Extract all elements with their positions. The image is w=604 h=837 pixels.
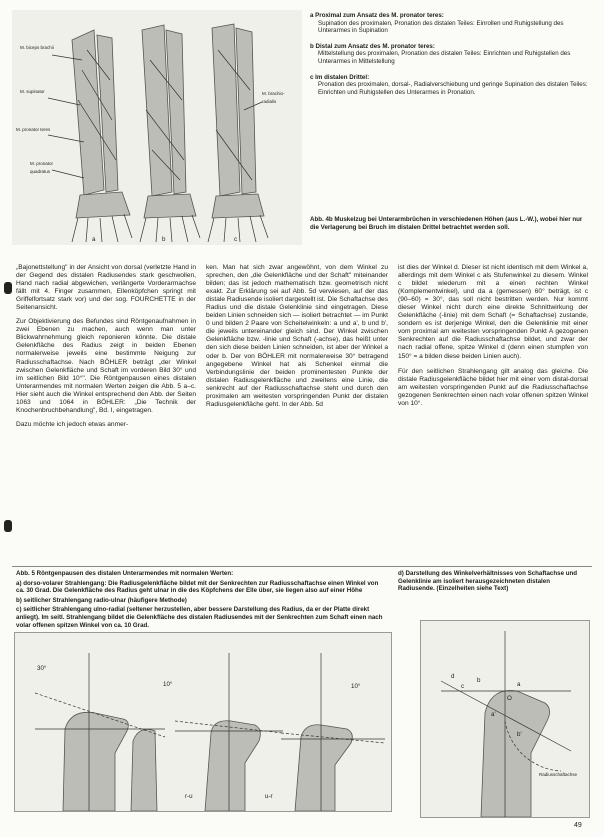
label-supinator: M. supinator: [20, 89, 45, 94]
col1-paragraph-1: „Bajonettstellung" in der Ansicht von dorsal (verletzte Hand in der Gegend des distalen Radiusendes stark geschwollen, Hand nach radial abgewichen, verlängerte Vorderarmachse fällt mit 4. Finger zusammen, Ellenköpfchen springt mit Griffelfortsatz stark vor) und der sog. FOURCHETTE in der Seitenansicht.: [16, 264, 196, 312]
caption-bottom-d: d) Darstellung des Winkelverhältnisses von Schaftachse und Gelenklinie am isoliert herausgezeichneten distalen Radiusende. (Einzelheiten siehe Text): [398, 570, 578, 593]
legend-b-title: b Distal zum Ansatz des M. pronator teres:: [310, 42, 435, 50]
fig5d-letter-d: d: [451, 673, 455, 680]
caption-bottom-c: c) seitlicher Strahlengang ulno-radial (seltener herzustellen, aber bessere Darstellung des Radius, da er der Platte direkt anliegt). Im seitl. Strahlengang bildet die Gelenkfläche des distalen Radiusendes mit der Senkrechten zum Schaft einen nach volar offenen spitzen Winkel von ca. 10 Grad.: [16, 606, 383, 629]
fig5b-sub-label: r-u: [185, 793, 193, 800]
fig5c-sub-label: u-r: [265, 793, 273, 800]
margin-bullet-2: [4, 520, 12, 532]
legend-c-text: Pronation des proximalen, dorsal-, Radialverschiebung und geringe Supination des distalen Teiles: Einrichten und Ruhigstellen des Unterarmes in Pronation.: [318, 81, 588, 96]
panel-letter-b: b: [162, 236, 166, 243]
muscle-figure: [12, 10, 302, 245]
radius-angle-diagram: [421, 621, 589, 817]
fig5b-angle-label: 10°: [163, 681, 173, 688]
label-biceps: M. biceps brachii: [20, 45, 54, 50]
legend-a-title: a Proximal zum Ansatz des M. pronator teres:: [310, 12, 444, 19]
fig5d-annotation: Radiusschaftachse: [539, 772, 578, 777]
caption-bottom-a: a) dorso-volarer Strahlengang: Die Radiusgelenkfläche bildet mit der Senkrechten zur Radiusschaftachse einen Winkel von ca. 30 Grad. Die Gelenkfläche des Radius geht ulnar in die des Köpfchens der Elle über, sie liegen also auf einer Höhe: [16, 579, 379, 595]
figure-5abc: [14, 632, 392, 812]
legend-b-text: Mittelstellung des proximalen, Pronation des distalen Teiles: Einrichten und Ruhigstellen des Unterarmes in Mittelstellung: [318, 50, 571, 65]
fig5d-letter-b: b: [477, 677, 481, 684]
col1-paragraph-3: Dazu möchte ich jedoch etwas anmer-: [16, 420, 129, 428]
margin-bullet-1: [4, 282, 12, 294]
caption-bottom: [16, 570, 388, 629]
panel-letter-c: c: [234, 236, 238, 243]
caption-bottom-title: Abb. 5 Röntgenpausen des distalen Unterarmendes mit normalen Werten:: [16, 570, 234, 577]
col2-paragraph: ken. Man hat sich zwar angewöhnt, von dem Winkel zu sprechen, den „die Gelenkfläche und der Schaft" miteinander bilden; das ist jedoch mathematisch bzw. geometrisch nicht exakt. Zur Erklärung sei auf Abb. 5d verwiesen, auf der das distale Radiusende isoliert dargestellt ist. Die Schaftachse des Radius und die distale Gelenklinie sind eingetragen. Diese beiden Linien schneiden sich — isoliert betrachtet — im Punkt 0 und bilden 2 Paare von Scheitelwinkeln: a und a', b und b', die jeweils untereinander gleich sind. Der Winkel zwischen Gelenkfläche bzw. -linie und Schaft (-achse), das heißt unter den sich diese beiden Linien schneiden, ist aber der Winkel a oder b. Der von BÖHLER mit normalerweise 30° betragend angegebene Winkel hat als Schenkel einmal die Verbindungslinie der beiden prominentesten Punkte der distalen Radiusgelenkfläche und zweitens eine Linie, die senkrecht auf der Radiusschaftachse steht und durch den proximalen am weitesten vorspringenden Punkt der distalen Radiusgelenkfläche geht. In der Abb. 5d: [206, 264, 388, 408]
label-brachioradialis: M. brachio-radialis: [262, 91, 285, 104]
fig5c-angle-label: 10°: [351, 683, 361, 690]
col3-paragraph-2: Für den seitlichen Strahlengang gilt analog das gleiche. Die distale Radiusgelenkfläche bildet hier mit einer vom distal-dorsal am weitesten vorspringenden Punkt auf die Radiusschaftachse gezogenen Senkrechten einen nach volar offenen spitzen Winkel von 10°.: [398, 367, 588, 407]
legend-right: [310, 12, 590, 96]
caption-bottom-b: b) seitlicher Strahlengang radio-ulnar (häufigere Methode): [16, 596, 187, 604]
fig5a-angle-label: 30°: [37, 665, 47, 672]
legend-a-text: Supination des proximalen, Pronation des distalen Teiles: Einrollen und Ruhigstellung des Unterarmes in Supination: [318, 19, 564, 35]
divider: [12, 566, 592, 567]
caption-top: Abb. 4b Muskelzug bei Unterarmbrüchen in verschiedenen Höhen (aus L.-W.), wobei hier nur die Verlagerung bei Bruch im distalen Drittel betrachtet werden soll.: [310, 216, 583, 231]
fig5d-letter-a-prime: a': [491, 711, 496, 718]
text-column-3: [398, 264, 588, 408]
fig5d-letter-c: c: [461, 683, 465, 690]
panel-letter-a: a: [92, 236, 96, 243]
page-number: 49: [574, 822, 582, 829]
radius-tracings: [15, 633, 391, 811]
fig5d-letter-o: O: [507, 695, 512, 702]
legend-c-title: c Im distalen Drittel:: [310, 73, 370, 81]
text-column-1: [16, 264, 196, 429]
fig5d-letter-a: a: [517, 681, 521, 688]
text-column-2: [206, 264, 388, 409]
label-pronator-teres: M. pronator teres: [16, 127, 51, 132]
label-pronator-quadratus: M. pronator quadratus: [30, 161, 54, 174]
col1-paragraph-2: Zur Objektivierung des Befundes sind Röntgenaufnahmen in zwei Ebenen zu machen, auch wenn man unter Blickwahrnehmung gleich reponieren könnte. Die distale Gelenkfläche des Radius zeigt in beiden Ebenen normalerweise jeweils eine bestimmte Neigung zur Radiusschaftachse. Nach BÖHLER beträgt „der Winkel zwischen Gelenkfläche und Schaft im vorderen Bild 30° und im seitlichen Bild 10°". Die Röntgenpausen eines distalen Unterarmendes mit normalen Werten zeigen die Abb. 5 a–c. Hier sieht auch die Winkel entsprechend den Abb. der Seiten 1063 und 1064 in BÖHLER: „Die Technik der Knochenbruchbehandlung", Bd. I, eingetragen.: [16, 318, 196, 414]
figure-5d: [420, 620, 590, 818]
col3-paragraph-1: ist dies der Winkel d. Dieser ist nicht identisch mit dem Winkel a, allerdings mit dem Winkel c als Stufenwinkel zu diesem. Winkel c bildet wiederum mit a einen rechten Winkel (Komplementwinkel), und da a (gemessen) 60° beträgt, ist c (90–60) = 30°, das soll nicht bestritten werden. Nur kommt dieser Winkel nicht durch eine direkte Schnittwirkung der Gelenkfläche (-linie) mit dem Schaft (= Schaftachse) zustande, sondern es ist derjenige Winkel, den die Gelenklinie mit einer vom proximal am weitesten vorspringenden Punkt A gezogenen Senkrechten auf die Radiusschaftachse bildet, und zwar der nach radial offene, spitze Winkel d (denn einen stumpfen von 150° = a bilden diese beiden Linien auch).: [398, 264, 588, 360]
fig5d-letter-b-prime: b': [517, 731, 522, 738]
